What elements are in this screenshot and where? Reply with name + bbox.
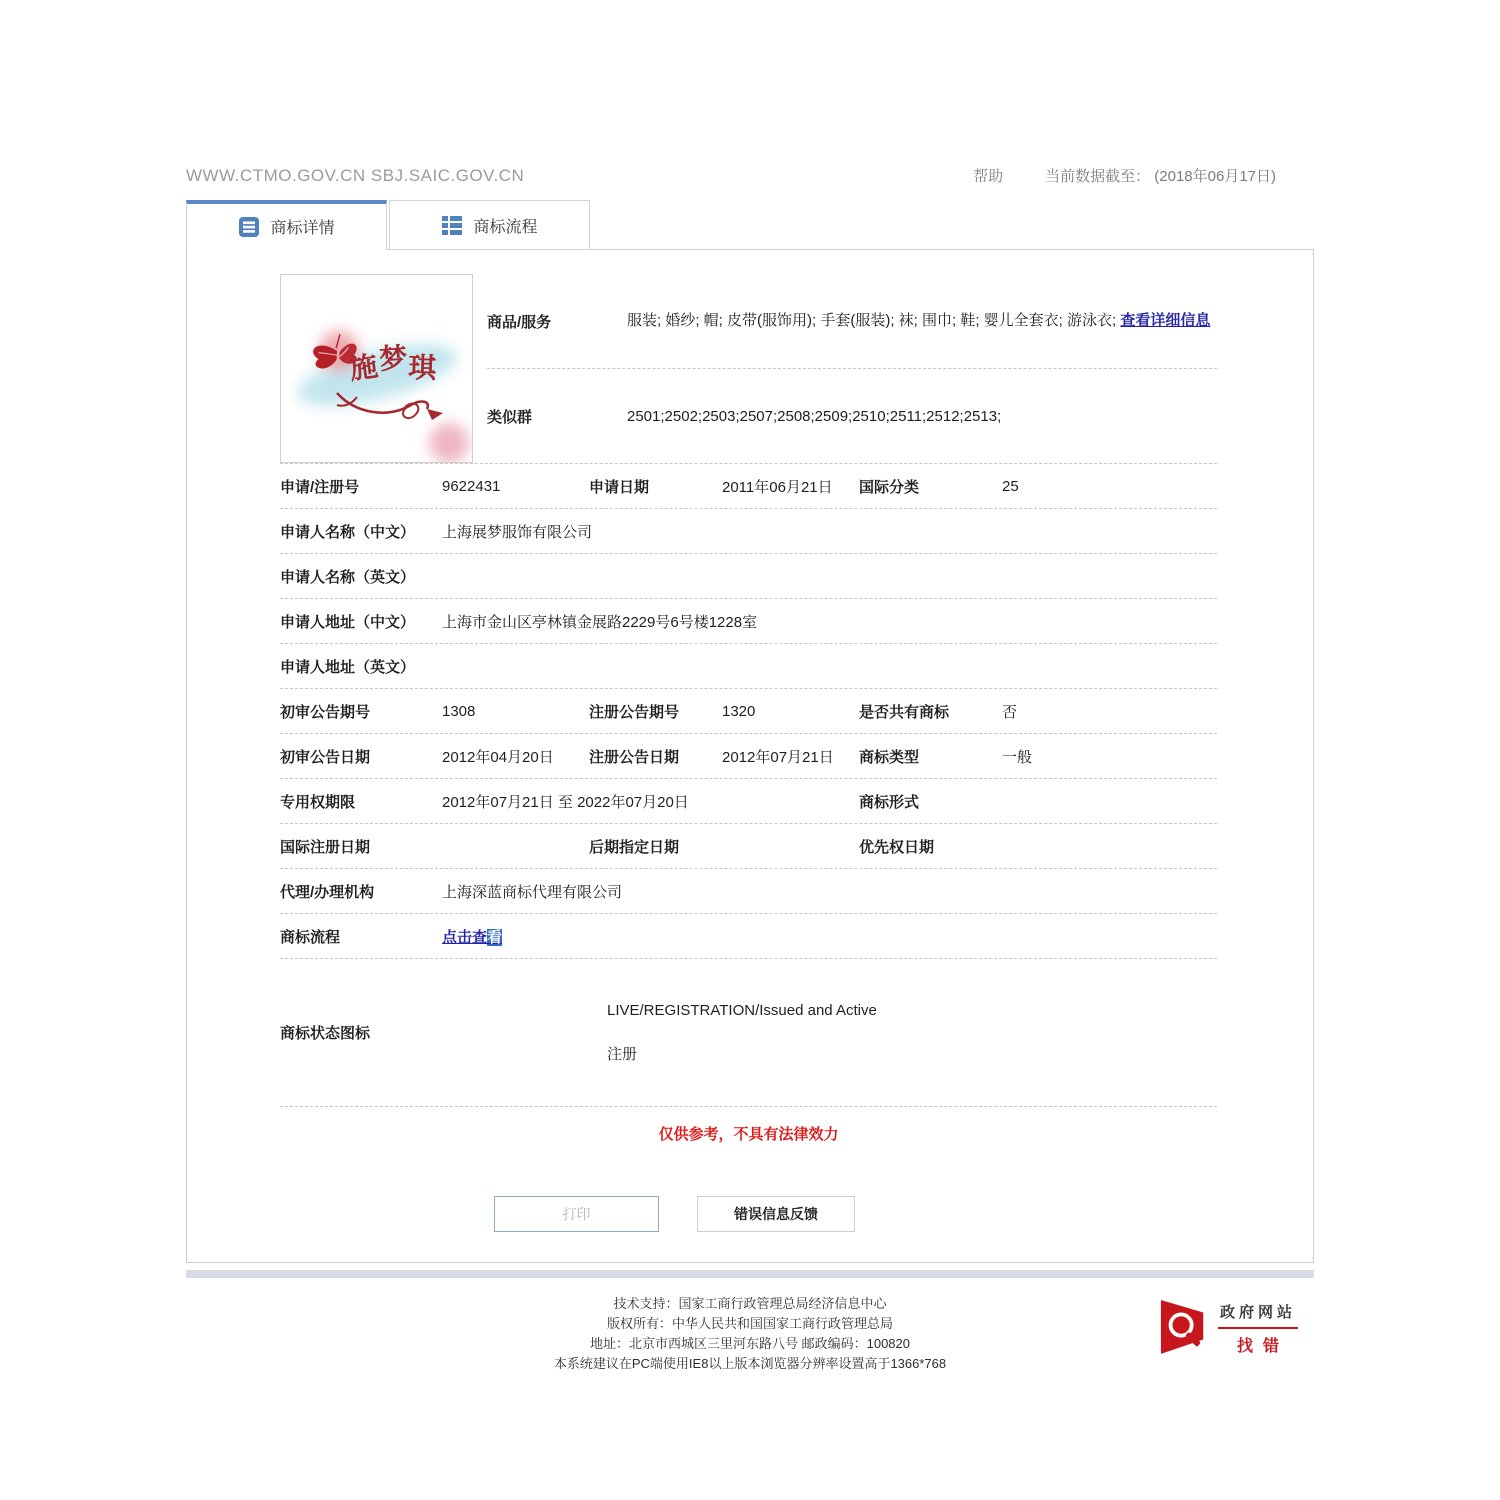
tab-label: 商标流程 — [473, 218, 538, 236]
field-label: 国际注册日期 — [280, 838, 371, 856]
field-value: 上海深蓝商标代理有限公司 — [442, 883, 623, 901]
field-label: 申请人地址（中文） — [280, 613, 416, 631]
top-rows — [487, 274, 1217, 463]
help-link[interactable]: 帮助 — [973, 168, 1004, 185]
click-to-view-link[interactable] — [442, 929, 502, 946]
gov-logo-text — [1218, 1301, 1298, 1356]
trademark-logo-image — [280, 274, 473, 463]
field-value — [607, 989, 877, 1077]
field-label: 商品/服务 — [487, 313, 552, 331]
footer-line-copyright: 版权所有：中华人民共和国国家工商行政管理总局 — [606, 1316, 893, 1331]
status-line-chinese: 注册 — [607, 1045, 638, 1063]
field-value: 2012年04月20日 — [442, 748, 554, 766]
field-value: 否 — [1002, 703, 1018, 721]
row-international-dates — [280, 824, 1217, 869]
field-label: 申请人名称（中文） — [280, 523, 416, 541]
field-value: 上海展梦服饰有限公司 — [442, 523, 593, 541]
tab-bar — [186, 200, 1314, 250]
field-value: 1308 — [442, 702, 476, 720]
document-lines-icon — [238, 216, 260, 238]
view-details-link[interactable]: 查看详细信息 — [1120, 312, 1211, 329]
field-label: 申请日期 — [589, 478, 650, 496]
field-label: 申请人地址（英文） — [280, 658, 416, 676]
row-publication-dates — [280, 734, 1217, 779]
page-container — [186, 0, 1314, 1434]
field-label: 代理/办理机构 — [280, 883, 375, 901]
field-value: 2011年06月21日 — [722, 478, 833, 496]
gov-logo-line1: 政府网站 — [1218, 1301, 1298, 1329]
field-label: 商标状态图标 — [280, 1025, 371, 1042]
row-applicant-name-cn — [280, 509, 1217, 554]
tab-label: 商标详情 — [270, 220, 335, 237]
field-label: 优先权日期 — [859, 838, 935, 856]
site-title: WWW.CTMO.GOV.CN SBJ.SAIC.GOV.CN — [186, 166, 525, 185]
field-value: 一般 — [1002, 748, 1033, 766]
row-goods-services — [487, 274, 1217, 369]
field-value — [627, 300, 1210, 342]
row-exclusive-period — [280, 779, 1217, 824]
button-row — [280, 1196, 1217, 1232]
footer-line-browser: 本系统建议在PC端使用IE8以上版本浏览器分辨率设置高于1366*768 — [553, 1356, 947, 1371]
field-label: 是否共有商标 — [859, 703, 950, 721]
status-line-english: LIVE/REGISTRATION/Issued and Active — [607, 1001, 877, 1019]
field-value: 2012年07月21日 — [722, 748, 834, 766]
error-feedback-button[interactable]: 错误信息反馈 — [697, 1196, 855, 1232]
field-value: 9622431 — [442, 477, 501, 495]
row-applicant-address-en — [280, 644, 1217, 689]
row-trademark-process — [280, 914, 1217, 959]
footer-text — [186, 1294, 1314, 1374]
tab-trademark-details[interactable] — [186, 200, 387, 250]
trademark-detail-panel — [186, 249, 1314, 1263]
legal-disclaimer: 仅供参考，不具有法律效力 — [658, 1126, 839, 1143]
footer — [186, 1294, 1314, 1434]
row-agency — [280, 869, 1217, 914]
data-cutoff-label: 当前数据截至： — [1045, 168, 1151, 185]
field-value: 25 — [1002, 477, 1019, 495]
data-cutoff — [1045, 165, 1276, 186]
goods-text: 服装; 婚纱; 帽; 皮带(服饰用); 手套(服装); 袜; 围巾; 鞋; 婴儿全套衣; 游泳衣; — [627, 312, 1121, 329]
flow-list-icon — [441, 214, 463, 236]
print-button[interactable]: 打印 — [494, 1196, 659, 1232]
link-text-selected: 看 — [487, 928, 503, 946]
field-value: 2012年07月21日 至 2022年07月20日 — [442, 793, 689, 811]
field-label: 商标形式 — [859, 793, 920, 811]
field-label: 类似群 — [487, 408, 533, 426]
field-label: 注册公告日期 — [589, 748, 680, 766]
row-registration-number — [280, 464, 1217, 509]
link-text: 点击查 — [442, 928, 488, 946]
field-label: 专用权期限 — [280, 793, 356, 811]
field-label: 初审公告日期 — [280, 748, 371, 766]
top-section — [280, 274, 1217, 464]
field-label: 商标流程 — [280, 928, 341, 946]
bottom-divider-bar — [186, 1270, 1314, 1278]
data-cutoff-value: (2018年06月17日) — [1154, 168, 1276, 185]
field-value: 上海市金山区亭林镇金展路2229号6号楼1228室 — [442, 613, 758, 631]
field-value: 1320 — [722, 702, 756, 720]
tab-trademark-process[interactable] — [389, 200, 590, 250]
field-label: 商标类型 — [859, 748, 920, 766]
gov-site-error-report-logo[interactable] — [1159, 1296, 1298, 1361]
gov-logo-line2: 找错 — [1236, 1338, 1289, 1355]
footer-line-address: 地址：北京市西城区三里河东路八号 邮政编码：100820 — [590, 1336, 910, 1351]
footer-line-support: 技术支持：国家工商行政管理总局经济信息中心 — [613, 1296, 887, 1311]
row-trademark-status — [280, 959, 1217, 1107]
field-value: 2501;2502;2503;2507;2508;2509;2510;2511;2512;2513; — [627, 407, 1002, 425]
field-label: 国际分类 — [859, 478, 920, 496]
field-label: 申请/注册号 — [280, 478, 360, 496]
row-applicant-name-en — [280, 554, 1217, 599]
row-publication-numbers — [280, 689, 1217, 734]
row-similar-group — [487, 369, 1217, 463]
topbar-right — [973, 165, 1314, 186]
field-label: 初审公告期号 — [280, 703, 371, 721]
svg-text:施 梦: 施 梦 琪 — [347, 341, 437, 386]
field-label: 后期指定日期 — [589, 838, 680, 856]
row-applicant-address-cn — [280, 599, 1217, 644]
field-label: 申请人名称（英文） — [280, 568, 416, 586]
field-value — [442, 926, 1217, 947]
magnifier-flag-icon — [1159, 1296, 1209, 1361]
topbar — [186, 165, 1314, 186]
field-label: 注册公告期号 — [589, 703, 680, 721]
panel-content — [187, 250, 1313, 1262]
